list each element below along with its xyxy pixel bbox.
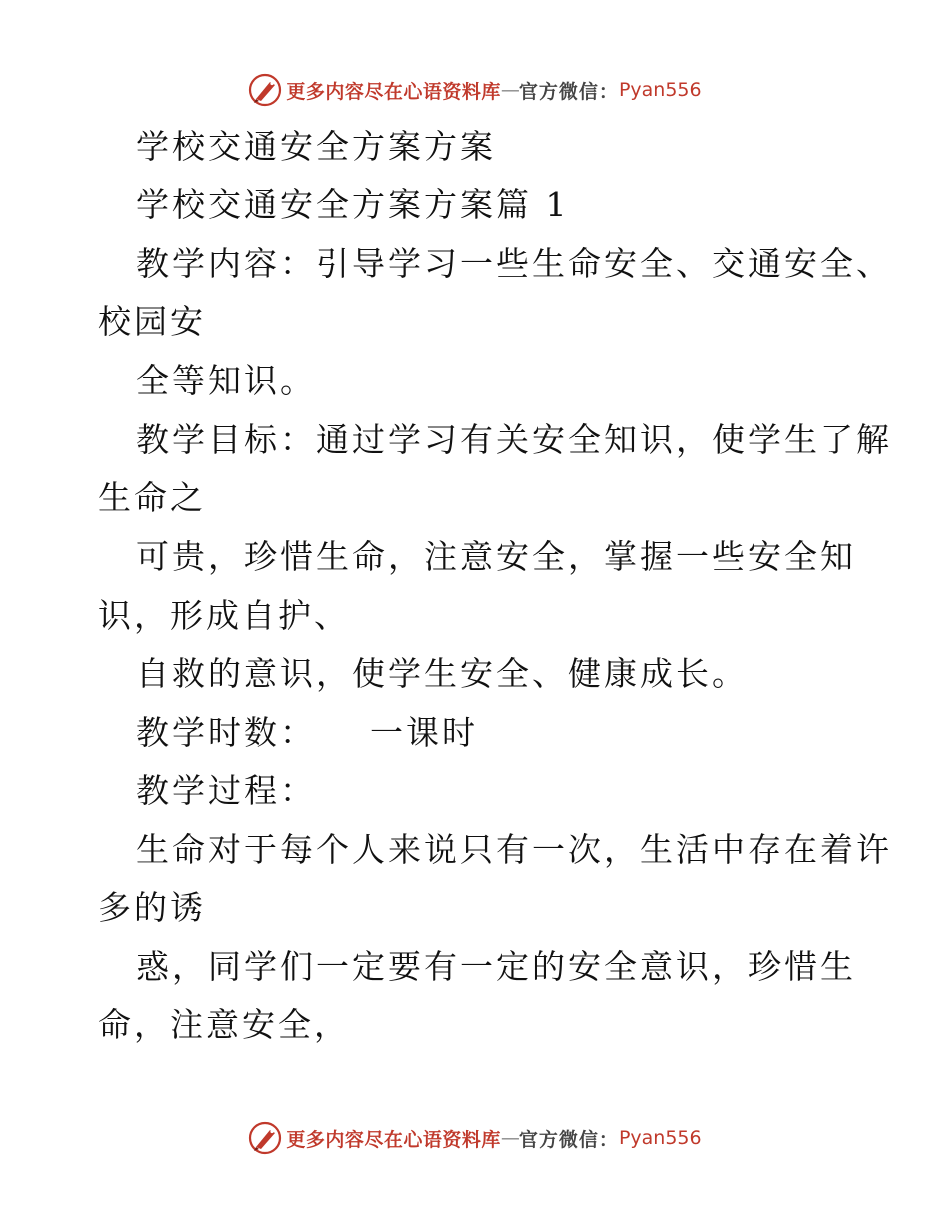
paragraph-line: 多的诱 [98,888,206,927]
header-wechat-id: Pyan556 [618,79,702,101]
paragraph-line: 识，形成自护、 [98,596,350,635]
header-promo-text: 更多内容尽在心语资料库 [286,80,501,103]
paragraph-line: 教学目标：通过学习有关安全知识，使学生了解 [136,420,892,459]
footer-wechat-label: 官方微信： [518,1128,619,1151]
paragraph-line: 生命之 [98,478,206,517]
header-separator: — [500,79,519,101]
paragraph-line: 自救的意识，使学生安全、健康成长。 [136,654,748,693]
footer-banner [0,1118,950,1158]
paragraph-line: 全等知识。 [136,361,316,400]
paragraph-line: 生命对于每个人来说只有一次，生活中存在着许 [136,830,892,869]
paragraph-line: 教学过程： [136,771,316,810]
paragraph-line: 教学时数： 一课时 [136,713,478,752]
section-heading: 学校交通安全方案方案篇 1 [136,185,570,224]
paragraph-line: 命，注意安全， [98,1005,350,1044]
footer-promo-text: 更多内容尽在心语资料库 [286,1128,501,1151]
document-title: 学校交通安全方案方案 [136,127,496,166]
paragraph-line: 惑，同学们一定要有一定的安全意识，珍惜生 [136,947,856,986]
footer-separator: — [500,1127,519,1149]
paragraph-line: 可贵，珍惜生命，注意安全，掌握一些安全知 [136,537,856,576]
pen-logo-icon [248,1121,282,1155]
header-wechat-label: 官方微信： [518,80,619,103]
footer-wechat-id: Pyan556 [618,1127,702,1149]
paragraph-line: 教学内容：引导学习一些生命安全、交通安全、 [136,244,892,283]
paragraph-line: 校园安 [98,302,206,341]
